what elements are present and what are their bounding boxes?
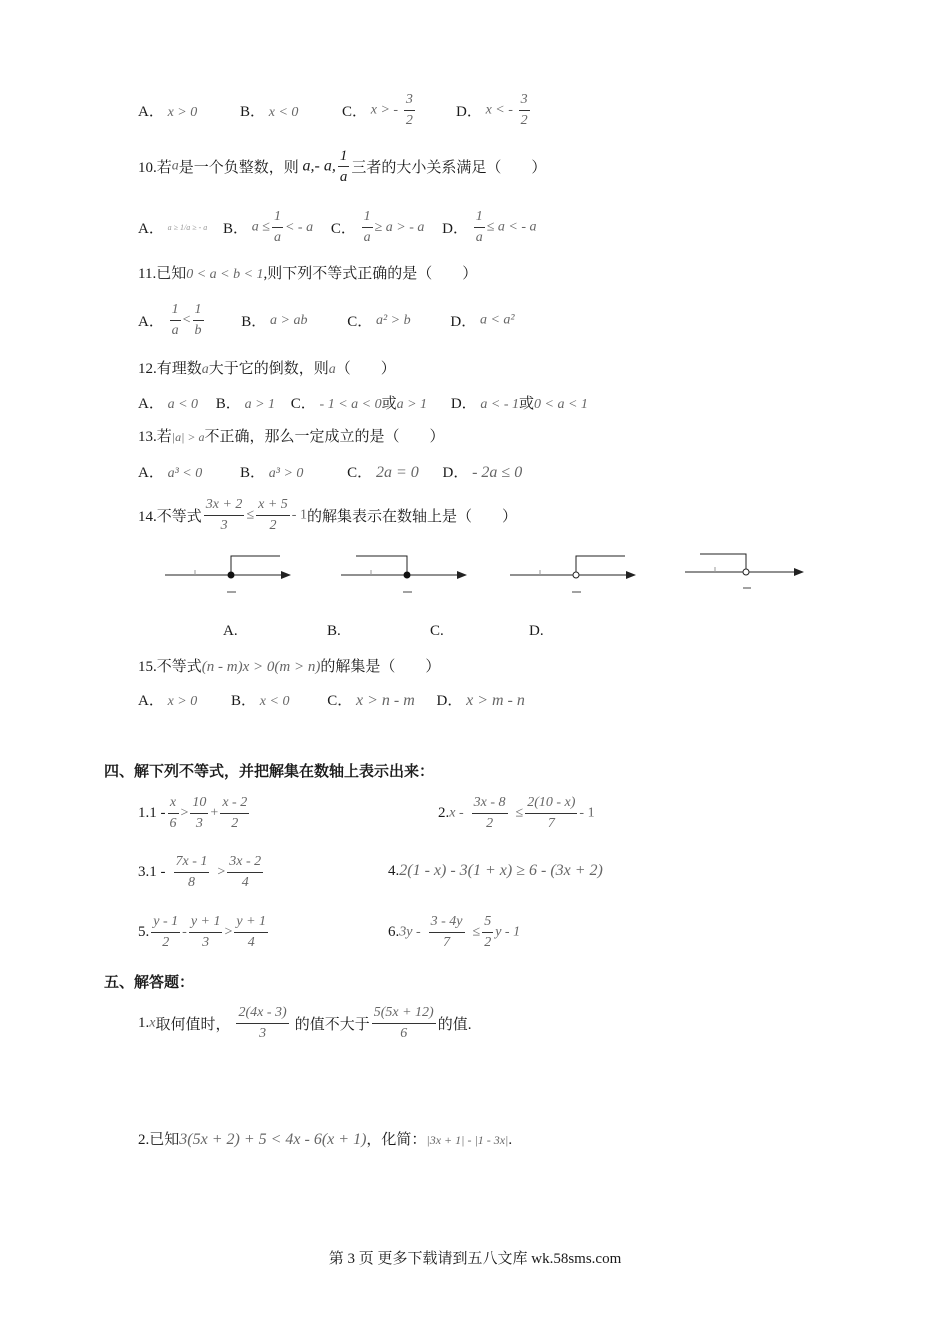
- q9-d-fraction: $\frac{3}{2}$: [520, 92, 528, 128]
- q9-option-c: C． x > - $\frac{3}{2}$: [342, 90, 417, 131]
- page-footer: 第 3 页 更多下载请到五八文库 wk.58sms.com: [328, 1251, 622, 1267]
- open-dot-icon: [573, 572, 579, 578]
- number-line-a: [165, 556, 290, 592]
- closed-dot-icon: [404, 572, 411, 579]
- q9-option-d: D． x < - $\frac{3}{2}$: [456, 90, 532, 131]
- q9-options: A． x > 0: [138, 104, 198, 120]
- number-line-d: [685, 554, 803, 588]
- q12-options: A． a < 0 B． a > 1 C． - 1 < a < 0或a > 1 D． a < - 1或0 < a < 1: [138, 396, 588, 412]
- q9-option-b: B． x < 0: [240, 104, 299, 120]
- open-dot-icon: [743, 569, 749, 575]
- q11-options: A． $\frac{1}{a}$ < $\frac{1}{b}$ B． a > ab C． a² > b D． a < a²: [138, 302, 515, 338]
- closed-dot-icon: [228, 572, 235, 579]
- q14-option-c-label: C.: [430, 623, 444, 639]
- q12-stem: 12.有理数a大于它的倒数，则a（ ）: [138, 361, 396, 377]
- q10-stem: 10.若a是一个负整数，则 a,- a, $\frac{1}{a}$ 三者的大小关系满足（ ）: [138, 148, 547, 185]
- q14-option-d-label: D.: [529, 623, 544, 639]
- s4-problem-4: 4.2(1 - x) - 3(1 + x) ≥ 6 - (3x + 2): [388, 862, 603, 879]
- number-line-b: [341, 556, 466, 592]
- q9-c-fraction: $\frac{3}{2}$: [405, 92, 413, 128]
- s4-problem-1: 1.1 - $\frac{x}{6}$ > $\frac{10}{3}$ + $\frac{x - 2}{2}$: [138, 795, 248, 831]
- s4-problem-5: 5. $\frac{y - 1}{2}$ - $\frac{y + 1}{3}$ > $\frac{y + 1}{4}$: [138, 914, 267, 950]
- q15-stem: 15.不等式(n - m)x > 0(m > n)的解集是（ ）: [138, 659, 441, 675]
- s4-problem-2: 2.x - $\frac{3x - 8}{2}$ ≤ $\frac{2(10 - x)}{7}$ - 1: [438, 795, 595, 831]
- q13-options: A． a³ < 0 B． a³ > 0 C． 2a = 0 D． - 2a ≤ 0: [138, 464, 523, 481]
- q14-stem: 14.不等式 $\frac{3x + 2}{3}$ ≤ $\frac{x + 5}{2}$ - 1的解集表示在数轴上是（ ）: [138, 497, 517, 533]
- q10-options: A． a ≥ 1/a ≥ - a B． a ≤ $\frac{1}{a}$ < - a C． $\frac{1}{a}$ ≥ a > - a D． $\frac{1}{a}$ ≤ a < - a: [138, 209, 537, 245]
- q14-number-lines: [160, 548, 820, 600]
- s4-problem-6: 6.3y - $\frac{3 - 4y}{7}$ ≤ $\frac{5}{2}$ y - 1: [388, 914, 521, 950]
- q14-option-a-label: A.: [223, 623, 238, 639]
- q13-stem: 13.若|a| > a不正确，那么一定成立的是（ ）: [138, 429, 445, 445]
- number-line-c: [510, 556, 635, 592]
- q15-options: A． x > 0 B． x < 0 C． x > n - m D． x > m - n: [138, 692, 525, 709]
- section-4-title: 四、解下列不等式，并把解集在数轴上表示出来：: [104, 762, 435, 780]
- s5-question-2: 2.已知3(5x + 2) + 5 < 4x - 6(x + 1)，化简：|3x + 1| - |1 - 3x|.: [138, 1131, 513, 1148]
- s5-question-1: 1.x取何值时， $\frac{2(4x - 3)}{3}$ 的值不大于 $\frac{5(5x + 12)}{6}$ 的值.: [138, 1005, 472, 1041]
- q10-fraction: $\frac{1}{a}$: [339, 148, 348, 185]
- q14-option-b-label: B.: [327, 623, 341, 639]
- s4-problem-3: 3.1 - $\frac{7x - 1}{8}$ > $\frac{3x - 2}{4}$: [138, 854, 262, 890]
- q11-stem: 11.已知0 < a < b < 1,则下列不等式正确的是（ ）: [138, 266, 478, 282]
- section-5-title: 五、解答题：: [104, 973, 195, 991]
